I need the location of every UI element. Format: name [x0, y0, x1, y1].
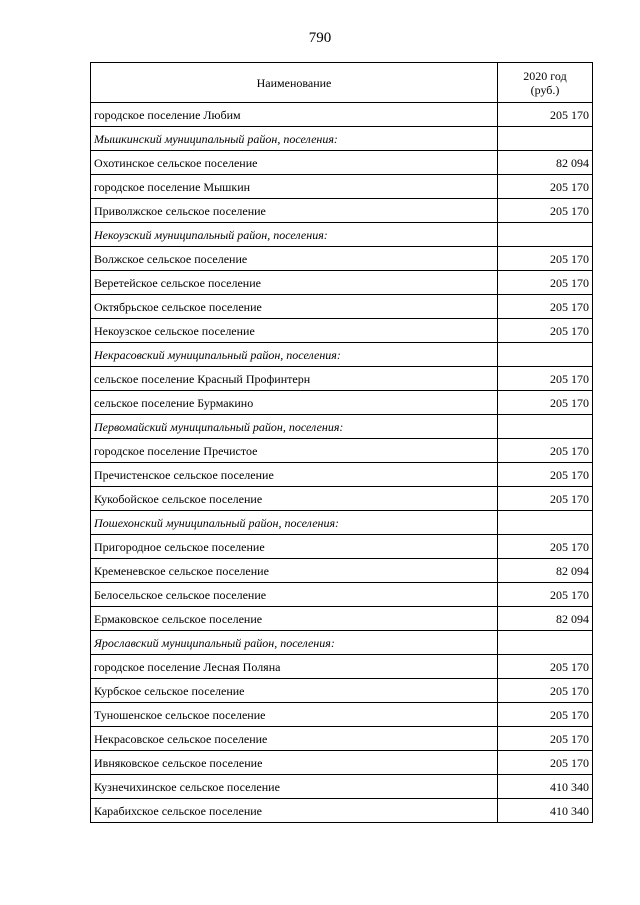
amount-cell: 205 170 — [498, 751, 593, 775]
amount-cell: 205 170 — [498, 367, 593, 391]
settlement-name-cell: Ермаковское сельское поселение — [91, 607, 498, 631]
amount-cell: 205 170 — [498, 175, 593, 199]
amount-cell: 205 170 — [498, 439, 593, 463]
settlement-name-cell: Приволжское сельское поселение — [91, 199, 498, 223]
amount-cell: 410 340 — [498, 775, 593, 799]
settlement-name-cell: Некрасовское сельское поселение — [91, 727, 498, 751]
table-row — [91, 199, 593, 223]
amount-cell: 82 094 — [498, 151, 593, 175]
amount-cell: 205 170 — [498, 727, 593, 751]
table-row — [91, 679, 593, 703]
header-year — [498, 63, 593, 103]
table-row — [91, 367, 593, 391]
settlement-name-cell: Веретейское сельское поселение — [91, 271, 498, 295]
amount-cell: 205 170 — [498, 583, 593, 607]
table-row — [91, 535, 593, 559]
amount-cell: 205 170 — [498, 319, 593, 343]
header-unit-label: (руб.) — [530, 82, 560, 97]
district-header-row — [91, 511, 593, 535]
amount-cell: 82 094 — [498, 607, 593, 631]
table-row — [91, 583, 593, 607]
table-row — [91, 175, 593, 199]
settlement-name-cell: Пригородное сельское поселение — [91, 535, 498, 559]
settlement-name-cell: Волжское сельское поселение — [91, 247, 498, 271]
settlement-name-cell: городское поселение Мышкин — [91, 175, 498, 199]
table-row — [91, 655, 593, 679]
district-name-cell: Пошехонский муниципальный район, поселения: — [91, 511, 498, 535]
amount-cell: 205 170 — [498, 655, 593, 679]
district-header-row — [91, 415, 593, 439]
district-name-cell: Некрасовский муниципальный район, поселения: — [91, 343, 498, 367]
table-row — [91, 775, 593, 799]
amount-cell — [498, 511, 593, 535]
district-name-cell: Первомайский муниципальный район, поселения: — [91, 415, 498, 439]
settlement-name-cell: Пречистенское сельское поселение — [91, 463, 498, 487]
amount-cell — [498, 343, 593, 367]
amount-cell — [498, 223, 593, 247]
amount-cell: 205 170 — [498, 103, 593, 127]
table-row — [91, 559, 593, 583]
amount-cell — [498, 415, 593, 439]
settlement-name-cell: городское поселение Любим — [91, 103, 498, 127]
settlement-name-cell: Охотинское сельское поселение — [91, 151, 498, 175]
table-row — [91, 727, 593, 751]
amount-cell — [498, 127, 593, 151]
settlement-name-cell: Кременевское сельское поселение — [91, 559, 498, 583]
table-row — [91, 751, 593, 775]
amount-cell: 205 170 — [498, 535, 593, 559]
table-row — [91, 247, 593, 271]
amount-cell: 205 170 — [498, 679, 593, 703]
settlement-name-cell: сельское поселение Бурмакино — [91, 391, 498, 415]
table-row — [91, 295, 593, 319]
table-row — [91, 607, 593, 631]
amount-cell: 205 170 — [498, 463, 593, 487]
table-row — [91, 439, 593, 463]
budget-table — [90, 62, 593, 823]
settlement-name-cell: Октябрьское сельское поселение — [91, 295, 498, 319]
table-row — [91, 319, 593, 343]
settlement-name-cell: сельское поселение Красный Профинтерн — [91, 367, 498, 391]
amount-cell: 82 094 — [498, 559, 593, 583]
district-header-row — [91, 223, 593, 247]
district-name-cell: Ярославский муниципальный район, поселения: — [91, 631, 498, 655]
table-row — [91, 487, 593, 511]
settlement-name-cell: Ивняковское сельское поселение — [91, 751, 498, 775]
page-number: 790 — [308, 30, 332, 46]
settlement-name-cell: городское поселение Пречистое — [91, 439, 498, 463]
settlement-name-cell: Туношенское сельское поселение — [91, 703, 498, 727]
header-name: Наименование — [91, 63, 498, 103]
amount-cell: 205 170 — [498, 703, 593, 727]
district-name-cell: Некоузский муниципальный район, поселения: — [91, 223, 498, 247]
settlement-name-cell: Карабихское сельское поселение — [91, 799, 498, 823]
table-row — [91, 103, 593, 127]
amount-cell: 205 170 — [498, 271, 593, 295]
table-row — [91, 703, 593, 727]
amount-cell: 205 170 — [498, 199, 593, 223]
settlement-name-cell: Белосельское сельское поселение — [91, 583, 498, 607]
amount-cell: 205 170 — [498, 391, 593, 415]
table-row — [91, 391, 593, 415]
settlement-name-cell: Некоузское сельское поселение — [91, 319, 498, 343]
settlement-name-cell: Кузнечихинское сельское поселение — [91, 775, 498, 799]
amount-cell: 205 170 — [498, 295, 593, 319]
table-body — [91, 103, 593, 823]
amount-cell: 205 170 — [498, 487, 593, 511]
table-row — [91, 463, 593, 487]
amount-cell: 205 170 — [498, 247, 593, 271]
table-header-row — [91, 63, 593, 103]
amount-cell — [498, 631, 593, 655]
district-header-row — [91, 127, 593, 151]
district-name-cell: Мышкинский муниципальный район, поселения: — [91, 127, 498, 151]
settlement-name-cell: городское поселение Лесная Поляна — [91, 655, 498, 679]
settlement-name-cell: Курбское сельское поселение — [91, 679, 498, 703]
district-header-row — [91, 631, 593, 655]
table-row — [91, 271, 593, 295]
table-row — [91, 151, 593, 175]
table-row — [91, 799, 593, 823]
header-year-label: 2020 год — [523, 68, 567, 83]
amount-cell: 410 340 — [498, 799, 593, 823]
district-header-row — [91, 343, 593, 367]
settlement-name-cell: Кукобойское сельское поселение — [91, 487, 498, 511]
